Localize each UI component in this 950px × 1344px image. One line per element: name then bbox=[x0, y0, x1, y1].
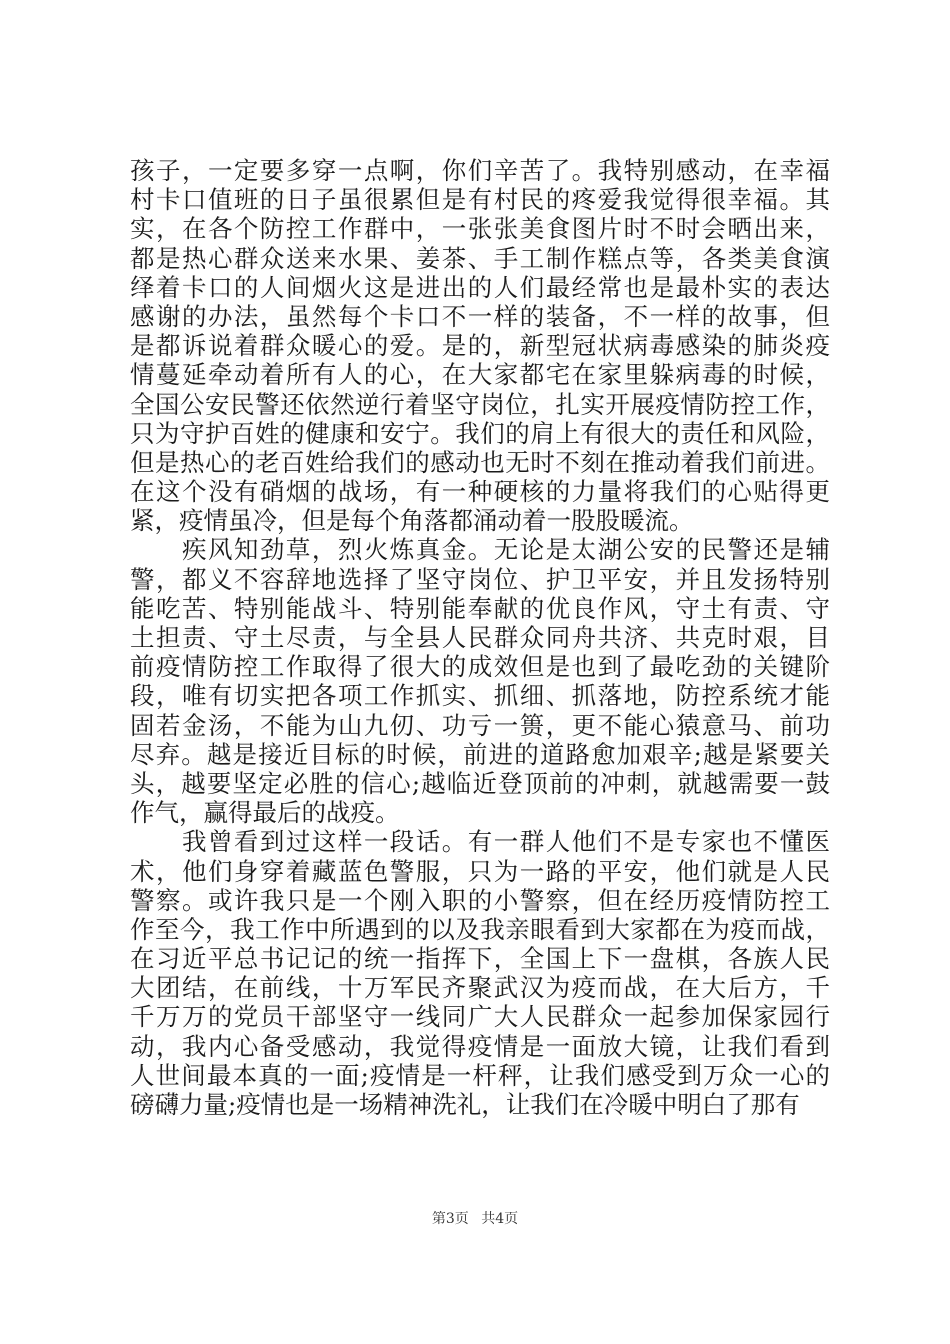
text-line: 实，在各个防控工作群中，一张张美食图片时不时会晒出来， bbox=[130, 214, 830, 244]
text-line: 绎着卡口的人间烟火这是进出的人们最经常也是最朴实的表达 bbox=[130, 272, 830, 302]
text-line: 情蔓延牵动着所有人的心，在大家都宅在家里躲病毒的时候， bbox=[130, 360, 830, 390]
text-line: 人世间最本真的一面;疫情是一杆秤，让我们感受到万众一心的 bbox=[130, 1060, 830, 1090]
page-footer bbox=[0, 1208, 950, 1228]
text-line: 村卡口值班的日子虽很累但是有村民的疼爱我觉得很幸福。其 bbox=[130, 185, 830, 215]
text-line: 能吃苦、特别能战斗、特别能奉献的优良作风，守土有责、守 bbox=[130, 593, 830, 623]
text-line: 段，唯有切实把各项工作抓实、抓细、抓落地，防控系统才能 bbox=[130, 681, 830, 711]
text-line: 动，我内心备受感动，我觉得疫情是一面放大镜，让我们看到 bbox=[130, 1031, 830, 1061]
text-line: 固若金汤，不能为山九仞、功亏一篑，更不能心猿意马、前功 bbox=[130, 710, 830, 740]
document-body bbox=[130, 156, 830, 1119]
text-line: 前疫情防控工作取得了很大的成效但是也到了最吃劲的关键阶 bbox=[130, 652, 830, 682]
text-line: 我曾看到过这样一段话。有一群人他们不是专家也不懂医 bbox=[130, 827, 830, 857]
text-line: 但是热心的老百姓给我们的感动也无时不刻在推动着我们前进。 bbox=[130, 447, 830, 477]
text-line: 警察。或许我只是一个刚入职的小警察，但在经历疫情防控工 bbox=[130, 885, 830, 915]
text-line: 大团结，在前线，十万军民齐聚武汉为疫而战，在大后方，千 bbox=[130, 973, 830, 1003]
page-total: 共4页 bbox=[481, 1211, 519, 1227]
text-line: 紧，疫情虽冷，但是每个角落都涌动着一股股暖流。 bbox=[130, 506, 694, 536]
text-line: 都是热心群众送来水果、姜茶、手工制作糕点等，各类美食演 bbox=[130, 243, 830, 273]
text-line: 土担责、守土尽责，与全县人民群众同舟共济、共克时艰，目 bbox=[130, 623, 830, 652]
page-number: 第3页 bbox=[431, 1211, 469, 1227]
text-line: 警，都义不容辞地选择了坚守岗位、护卫平安，并且发扬特别 bbox=[130, 564, 830, 594]
text-line: 孩子，一定要多穿一点啊，你们辛苦了。我特别感动，在幸福 bbox=[130, 156, 830, 185]
text-line: 疾风知劲草，烈火炼真金。无论是太湖公安的民警还是辅 bbox=[130, 535, 830, 565]
text-line: 在这个没有硝烟的战场，有一种硬核的力量将我们的心贴得更 bbox=[130, 477, 830, 507]
text-line: 尽弃。越是接近目标的时候，前进的道路愈加艰辛;越是紧要关 bbox=[130, 739, 830, 769]
text-line: 只为守护百姓的健康和安宁。我们的肩上有很大的责任和风险， bbox=[130, 418, 830, 448]
paragraph bbox=[130, 156, 830, 535]
text-line: 感谢的办法，虽然每个卡口不一样的装备，不一样的故事，但 bbox=[130, 301, 830, 331]
text-line: 是都诉说着群众暖心的爱。是的，新型冠状病毒感染的肺炎疫 bbox=[130, 331, 830, 361]
text-line: 作气，赢得最后的战疫。 bbox=[130, 798, 400, 828]
text-line: 千万万的党员干部坚守一线同广大人民群众一起参加保家园行 bbox=[130, 1002, 830, 1032]
text-line: 作至今，我工作中所遇到的以及我亲眼看到大家都在为疫而战， bbox=[130, 914, 830, 944]
paragraph bbox=[130, 535, 830, 827]
paragraph bbox=[130, 827, 830, 1119]
text-line: 磅礴力量;疫情也是一场精神洗礼，让我们在冷暖中明白了那有 bbox=[130, 1090, 800, 1119]
text-line: 全国公安民警还依然逆行着坚守岗位，扎实开展疫情防控工作， bbox=[130, 389, 830, 419]
text-line: 头，越要坚定必胜的信心;越临近登顶前的冲刺，就越需要一鼓 bbox=[130, 768, 830, 798]
text-line: 在习近平总书记记的统一指挥下，全国上下一盘棋，各族人民 bbox=[130, 944, 830, 974]
text-line: 术，他们身穿着藏蓝色警服，只为一路的平安，他们就是人民 bbox=[130, 856, 830, 886]
